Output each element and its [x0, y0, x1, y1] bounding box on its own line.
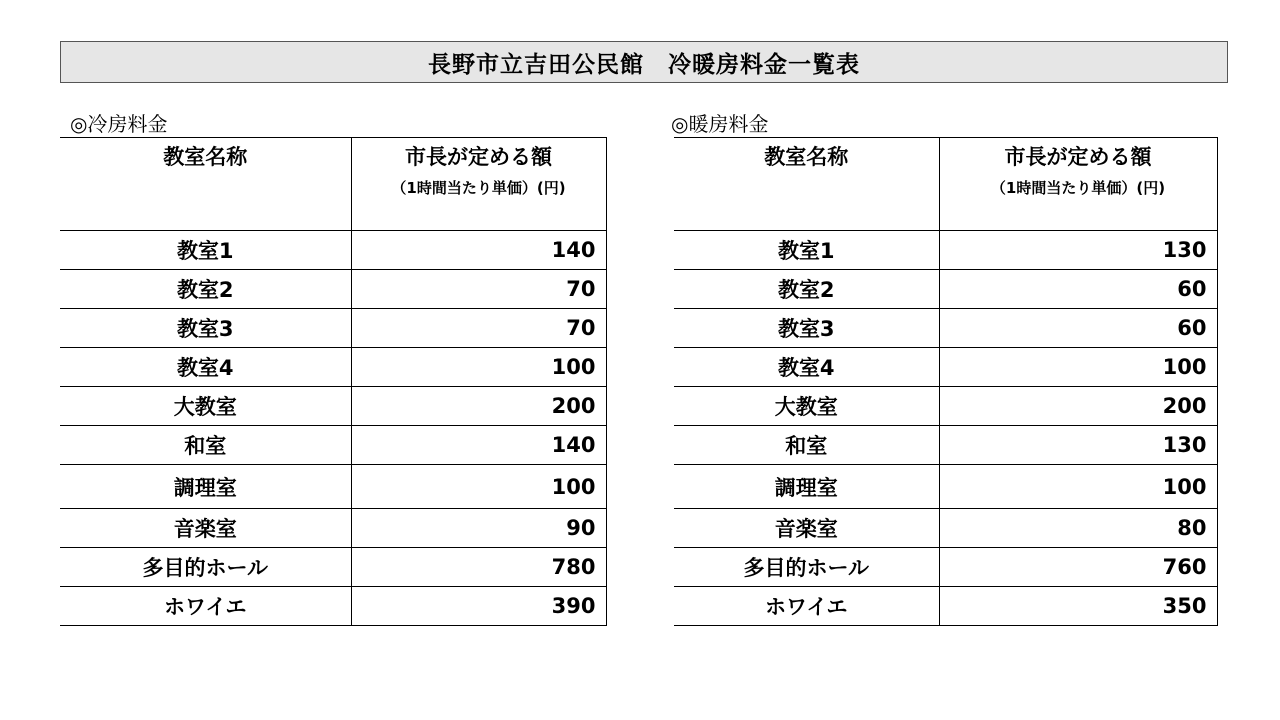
table-row — [674, 426, 1217, 465]
amount-cell: 350 — [939, 587, 1217, 626]
heating-section-label: ◎暖房料金 — [671, 112, 769, 136]
column-header-room-name: 教室名称 — [60, 138, 351, 231]
column-header-room-name: 教室名称 — [674, 138, 939, 231]
column-header-amount-unit: （1時間当たり単価）(円) — [391, 179, 566, 197]
room-name-cell: 教室2 — [674, 270, 939, 309]
amount-cell: 140 — [351, 426, 606, 465]
table-row — [674, 387, 1217, 426]
table-row — [60, 231, 606, 270]
room-name-cell: 調理室 — [674, 465, 939, 509]
cooling-fee-table — [60, 137, 607, 626]
table-row — [60, 426, 606, 465]
table-header-row — [674, 138, 1217, 231]
table-row — [60, 348, 606, 387]
amount-cell: 100 — [351, 465, 606, 509]
table-row — [674, 548, 1217, 587]
table-row — [60, 309, 606, 348]
table-row — [674, 348, 1217, 387]
amount-cell: 60 — [939, 270, 1217, 309]
amount-cell: 200 — [939, 387, 1217, 426]
amount-cell: 140 — [351, 231, 606, 270]
table-row — [674, 587, 1217, 626]
table-row — [60, 270, 606, 309]
room-name-cell: 教室3 — [674, 309, 939, 348]
room-name-cell: 和室 — [60, 426, 351, 465]
room-name-cell: 多目的ホール — [674, 548, 939, 587]
room-name-cell: 教室1 — [60, 231, 351, 270]
room-name-cell: 調理室 — [60, 465, 351, 509]
amount-cell: 100 — [939, 465, 1217, 509]
table-header-row — [60, 138, 606, 231]
room-name-cell: ホワイエ — [60, 587, 351, 626]
table-row — [60, 387, 606, 426]
room-name-cell: 教室2 — [60, 270, 351, 309]
table-row — [674, 270, 1217, 309]
amount-cell: 760 — [939, 548, 1217, 587]
table-row — [674, 465, 1217, 509]
amount-cell: 70 — [351, 270, 606, 309]
heating-fee-table — [674, 137, 1218, 626]
room-name-cell: 音楽室 — [674, 509, 939, 548]
amount-cell: 100 — [351, 348, 606, 387]
room-name-cell: 教室1 — [674, 231, 939, 270]
table-row — [60, 587, 606, 626]
column-header-amount-unit: （1時間当たり単価）(円) — [990, 179, 1166, 197]
table-row — [674, 309, 1217, 348]
table-row — [674, 231, 1217, 270]
column-header-amount-label: 市長が定める額 — [405, 145, 552, 169]
amount-cell: 70 — [351, 309, 606, 348]
amount-cell: 130 — [939, 426, 1217, 465]
room-name-cell: 音楽室 — [60, 509, 351, 548]
amount-cell: 390 — [351, 587, 606, 626]
amount-cell: 780 — [351, 548, 606, 587]
table-row — [60, 509, 606, 548]
room-name-cell: 多目的ホール — [60, 548, 351, 587]
amount-cell: 130 — [939, 231, 1217, 270]
table-row — [60, 548, 606, 587]
room-name-cell: 大教室 — [60, 387, 351, 426]
amount-cell: 200 — [351, 387, 606, 426]
room-name-cell: 和室 — [674, 426, 939, 465]
column-header-amount — [939, 138, 1217, 231]
room-name-cell: 教室4 — [60, 348, 351, 387]
cooling-section-label: ◎冷房料金 — [70, 112, 168, 136]
amount-cell: 60 — [939, 309, 1217, 348]
page-title: 長野市立吉田公民館 冷暖房料金一覧表 — [60, 41, 1228, 83]
room-name-cell: 教室3 — [60, 309, 351, 348]
amount-cell: 90 — [351, 509, 606, 548]
room-name-cell: ホワイエ — [674, 587, 939, 626]
amount-cell: 80 — [939, 509, 1217, 548]
table-row — [60, 465, 606, 509]
column-header-amount — [351, 138, 606, 231]
room-name-cell: 大教室 — [674, 387, 939, 426]
table-row — [674, 509, 1217, 548]
column-header-amount-label: 市長が定める額 — [1004, 145, 1152, 169]
room-name-cell: 教室4 — [674, 348, 939, 387]
amount-cell: 100 — [939, 348, 1217, 387]
